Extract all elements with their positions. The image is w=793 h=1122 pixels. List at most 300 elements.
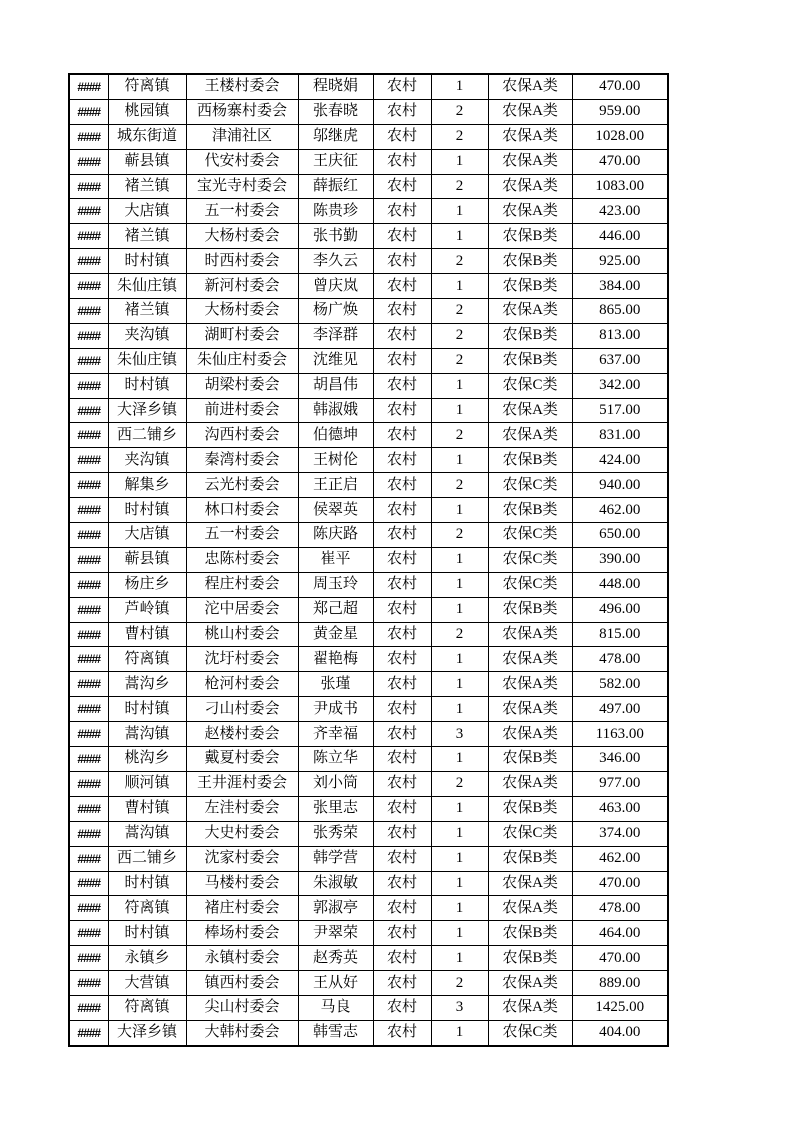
cell-category: 农保C类 — [488, 373, 572, 398]
cell-amount: 462.00 — [572, 846, 668, 871]
cell-amount: 1028.00 — [572, 124, 668, 149]
cell-village: 代安村委会 — [186, 149, 298, 174]
cell-count: 1 — [431, 373, 488, 398]
cell-name: 伯德坤 — [298, 423, 373, 448]
cell-town: 曹村镇 — [108, 622, 186, 647]
cell-category: 农保B类 — [488, 249, 572, 274]
cell-amount: 423.00 — [572, 199, 668, 224]
overflow-cell: #### — [69, 796, 108, 821]
cell-town: 夹沟镇 — [108, 448, 186, 473]
table-row — [69, 547, 668, 572]
overflow-cell: #### — [69, 99, 108, 124]
cell-category: 农保B类 — [488, 946, 572, 971]
cell-category: 农保A类 — [488, 398, 572, 423]
cell-amount: 470.00 — [572, 946, 668, 971]
cell-town: 大营镇 — [108, 971, 186, 996]
cell-name: 王庆征 — [298, 149, 373, 174]
cell-category: 农保B类 — [488, 448, 572, 473]
cell-count: 1 — [431, 846, 488, 871]
cell-count: 1 — [431, 821, 488, 846]
cell-amount: 478.00 — [572, 647, 668, 672]
cell-count: 1 — [431, 747, 488, 772]
cell-category: 农保A类 — [488, 771, 572, 796]
overflow-cell: #### — [69, 896, 108, 921]
overflow-cell: #### — [69, 995, 108, 1020]
cell-category: 农保C类 — [488, 572, 572, 597]
cell-type: 农村 — [373, 547, 431, 572]
overflow-cell: #### — [69, 946, 108, 971]
cell-name: 陈贵珍 — [298, 199, 373, 224]
cell-town: 褚兰镇 — [108, 174, 186, 199]
overflow-cell: #### — [69, 348, 108, 373]
cell-type: 农村 — [373, 697, 431, 722]
table-row — [69, 149, 668, 174]
cell-village: 戴夏村委会 — [186, 747, 298, 772]
cell-name: 周玉玲 — [298, 572, 373, 597]
overflow-cell: #### — [69, 149, 108, 174]
cell-town: 杨庄乡 — [108, 572, 186, 597]
cell-count: 2 — [431, 174, 488, 199]
cell-type: 农村 — [373, 995, 431, 1020]
cell-category: 农保A类 — [488, 149, 572, 174]
cell-category: 农保C类 — [488, 1020, 572, 1045]
table-row — [69, 921, 668, 946]
overflow-cell: #### — [69, 672, 108, 697]
cell-count: 2 — [431, 971, 488, 996]
cell-village: 大史村委会 — [186, 821, 298, 846]
cell-name: 黄金星 — [298, 622, 373, 647]
cell-town: 西二铺乡 — [108, 846, 186, 871]
cell-amount: 925.00 — [572, 249, 668, 274]
table-row — [69, 174, 668, 199]
cell-amount: 637.00 — [572, 348, 668, 373]
cell-count: 2 — [431, 124, 488, 149]
cell-town: 大泽乡镇 — [108, 398, 186, 423]
cell-amount: 813.00 — [572, 323, 668, 348]
table-row — [69, 846, 668, 871]
table-row — [69, 473, 668, 498]
cell-count: 1 — [431, 149, 488, 174]
table-row — [69, 274, 668, 299]
cell-name: 曾庆岚 — [298, 274, 373, 299]
cell-town: 时村镇 — [108, 921, 186, 946]
table-row — [69, 99, 668, 124]
cell-name: 薛振红 — [298, 174, 373, 199]
cell-type: 农村 — [373, 323, 431, 348]
cell-village: 胡梁村委会 — [186, 373, 298, 398]
cell-name: 王从好 — [298, 971, 373, 996]
table-row — [69, 622, 668, 647]
overflow-cell: #### — [69, 199, 108, 224]
cell-count: 1 — [431, 697, 488, 722]
cell-name: 赵秀英 — [298, 946, 373, 971]
table-row — [69, 821, 668, 846]
cell-type: 农村 — [373, 498, 431, 523]
cell-count: 1 — [431, 224, 488, 249]
table-row — [69, 299, 668, 324]
cell-village: 秦湾村委会 — [186, 448, 298, 473]
cell-village: 津浦社区 — [186, 124, 298, 149]
cell-village: 前进村委会 — [186, 398, 298, 423]
cell-village: 程庄村委会 — [186, 572, 298, 597]
cell-name: 尹成书 — [298, 697, 373, 722]
cell-category: 农保A类 — [488, 622, 572, 647]
cell-town: 大店镇 — [108, 523, 186, 548]
cell-town: 曹村镇 — [108, 796, 186, 821]
overflow-cell: #### — [69, 921, 108, 946]
cell-type: 农村 — [373, 971, 431, 996]
cell-amount: 1425.00 — [572, 995, 668, 1020]
overflow-cell: #### — [69, 622, 108, 647]
overflow-cell: #### — [69, 771, 108, 796]
cell-count: 1 — [431, 74, 488, 99]
cell-amount: 940.00 — [572, 473, 668, 498]
table-row — [69, 896, 668, 921]
cell-type: 农村 — [373, 149, 431, 174]
cell-type: 农村 — [373, 448, 431, 473]
table-row — [69, 597, 668, 622]
cell-count: 1 — [431, 896, 488, 921]
cell-town: 夹沟镇 — [108, 323, 186, 348]
cell-name: 张春晓 — [298, 99, 373, 124]
cell-town: 朱仙庄镇 — [108, 348, 186, 373]
cell-name: 沈维见 — [298, 348, 373, 373]
cell-village: 镇西村委会 — [186, 971, 298, 996]
cell-village: 王楼村委会 — [186, 74, 298, 99]
cell-village: 五一村委会 — [186, 199, 298, 224]
cell-amount: 384.00 — [572, 274, 668, 299]
cell-name: 马良 — [298, 995, 373, 1020]
cell-town: 桃沟乡 — [108, 747, 186, 772]
cell-amount: 831.00 — [572, 423, 668, 448]
cell-amount: 462.00 — [572, 498, 668, 523]
cell-town: 蕲县镇 — [108, 149, 186, 174]
records-table — [68, 73, 669, 1047]
table-row — [69, 796, 668, 821]
cell-name: 张瑾 — [298, 672, 373, 697]
cell-town: 城东街道 — [108, 124, 186, 149]
overflow-cell: #### — [69, 249, 108, 274]
overflow-cell: #### — [69, 747, 108, 772]
cell-count: 3 — [431, 995, 488, 1020]
table-row — [69, 747, 668, 772]
table-row — [69, 398, 668, 423]
cell-type: 农村 — [373, 622, 431, 647]
overflow-cell: #### — [69, 323, 108, 348]
overflow-cell: #### — [69, 547, 108, 572]
cell-town: 符离镇 — [108, 896, 186, 921]
cell-type: 农村 — [373, 896, 431, 921]
cell-type: 农村 — [373, 846, 431, 871]
cell-category: 农保A类 — [488, 971, 572, 996]
cell-name: 尹翠荣 — [298, 921, 373, 946]
cell-name: 陈庆路 — [298, 523, 373, 548]
table-row — [69, 249, 668, 274]
cell-type: 农村 — [373, 473, 431, 498]
overflow-cell: #### — [69, 722, 108, 747]
cell-category: 农保A类 — [488, 647, 572, 672]
table-row — [69, 224, 668, 249]
cell-village: 沈家村委会 — [186, 846, 298, 871]
cell-count: 1 — [431, 796, 488, 821]
cell-town: 解集乡 — [108, 473, 186, 498]
cell-town: 时村镇 — [108, 249, 186, 274]
table-row — [69, 498, 668, 523]
table-row — [69, 697, 668, 722]
cell-town: 西二铺乡 — [108, 423, 186, 448]
cell-category: 农保A类 — [488, 896, 572, 921]
cell-type: 农村 — [373, 771, 431, 796]
cell-count: 2 — [431, 771, 488, 796]
cell-category: 农保A类 — [488, 995, 572, 1020]
cell-type: 农村 — [373, 1020, 431, 1045]
cell-name: 朱淑敏 — [298, 871, 373, 896]
cell-village: 刁山村委会 — [186, 697, 298, 722]
cell-count: 1 — [431, 498, 488, 523]
cell-category: 农保B类 — [488, 274, 572, 299]
cell-type: 农村 — [373, 199, 431, 224]
cell-amount: 478.00 — [572, 896, 668, 921]
cell-village: 大杨村委会 — [186, 224, 298, 249]
table-row — [69, 672, 668, 697]
cell-count: 2 — [431, 423, 488, 448]
overflow-cell: #### — [69, 174, 108, 199]
cell-town: 褚兰镇 — [108, 299, 186, 324]
cell-type: 农村 — [373, 373, 431, 398]
cell-village: 时西村委会 — [186, 249, 298, 274]
cell-village: 赵楼村委会 — [186, 722, 298, 747]
cell-count: 2 — [431, 622, 488, 647]
cell-category: 农保A类 — [488, 299, 572, 324]
overflow-cell: #### — [69, 572, 108, 597]
overflow-cell: #### — [69, 498, 108, 523]
cell-amount: 496.00 — [572, 597, 668, 622]
cell-name: 崔平 — [298, 547, 373, 572]
cell-count: 3 — [431, 722, 488, 747]
cell-village: 棒场村委会 — [186, 921, 298, 946]
cell-count: 1 — [431, 199, 488, 224]
cell-village: 褚庄村委会 — [186, 896, 298, 921]
cell-category: 农保C类 — [488, 547, 572, 572]
cell-count: 2 — [431, 249, 488, 274]
cell-name: 韩雪志 — [298, 1020, 373, 1045]
cell-name: 李久云 — [298, 249, 373, 274]
cell-village: 沟西村委会 — [186, 423, 298, 448]
cell-amount: 815.00 — [572, 622, 668, 647]
overflow-cell: #### — [69, 373, 108, 398]
table-row — [69, 74, 668, 99]
cell-type: 农村 — [373, 946, 431, 971]
cell-amount: 390.00 — [572, 547, 668, 572]
cell-category: 农保A类 — [488, 423, 572, 448]
cell-town: 永镇乡 — [108, 946, 186, 971]
cell-type: 农村 — [373, 299, 431, 324]
cell-amount: 959.00 — [572, 99, 668, 124]
overflow-cell: #### — [69, 423, 108, 448]
overflow-cell: #### — [69, 647, 108, 672]
cell-category: 农保B类 — [488, 224, 572, 249]
cell-name: 齐幸福 — [298, 722, 373, 747]
cell-village: 尖山村委会 — [186, 995, 298, 1020]
cell-town: 芦岭镇 — [108, 597, 186, 622]
cell-type: 农村 — [373, 348, 431, 373]
cell-name: 翟艳梅 — [298, 647, 373, 672]
cell-type: 农村 — [373, 398, 431, 423]
cell-type: 农村 — [373, 747, 431, 772]
table-row — [69, 323, 668, 348]
cell-village: 忠陈村委会 — [186, 547, 298, 572]
cell-name: 韩淑娥 — [298, 398, 373, 423]
cell-village: 云光村委会 — [186, 473, 298, 498]
cell-category: 农保B类 — [488, 747, 572, 772]
cell-category: 农保B类 — [488, 348, 572, 373]
cell-category: 农保A类 — [488, 174, 572, 199]
cell-village: 大韩村委会 — [186, 1020, 298, 1045]
cell-category: 农保A类 — [488, 871, 572, 896]
overflow-cell: #### — [69, 597, 108, 622]
cell-count: 2 — [431, 323, 488, 348]
cell-category: 农保C类 — [488, 821, 572, 846]
table-row — [69, 373, 668, 398]
cell-village: 左洼村委会 — [186, 796, 298, 821]
cell-amount: 464.00 — [572, 921, 668, 946]
cell-town: 符离镇 — [108, 995, 186, 1020]
cell-name: 郭淑亭 — [298, 896, 373, 921]
cell-type: 农村 — [373, 572, 431, 597]
cell-category: 农保A类 — [488, 199, 572, 224]
table-row — [69, 995, 668, 1020]
table-row — [69, 647, 668, 672]
cell-village: 大杨村委会 — [186, 299, 298, 324]
cell-town: 褚兰镇 — [108, 224, 186, 249]
table-row — [69, 572, 668, 597]
cell-count: 2 — [431, 523, 488, 548]
cell-village: 沱中居委会 — [186, 597, 298, 622]
cell-type: 农村 — [373, 423, 431, 448]
cell-amount: 497.00 — [572, 697, 668, 722]
cell-village: 桃山村委会 — [186, 622, 298, 647]
cell-count: 2 — [431, 473, 488, 498]
cell-count: 1 — [431, 274, 488, 299]
cell-type: 农村 — [373, 796, 431, 821]
table-row — [69, 971, 668, 996]
table-row — [69, 871, 668, 896]
cell-category: 农保B类 — [488, 846, 572, 871]
overflow-cell: #### — [69, 224, 108, 249]
cell-village: 新河村委会 — [186, 274, 298, 299]
table-row — [69, 523, 668, 548]
cell-village: 枪河村委会 — [186, 672, 298, 697]
cell-name: 郑己超 — [298, 597, 373, 622]
cell-town: 蕲县镇 — [108, 547, 186, 572]
cell-count: 1 — [431, 921, 488, 946]
overflow-cell: #### — [69, 74, 108, 99]
cell-type: 农村 — [373, 224, 431, 249]
cell-town: 大泽乡镇 — [108, 1020, 186, 1045]
table-row — [69, 771, 668, 796]
cell-count: 1 — [431, 572, 488, 597]
cell-count: 1 — [431, 647, 488, 672]
cell-category: 农保C类 — [488, 523, 572, 548]
cell-category: 农保A类 — [488, 74, 572, 99]
cell-village: 西杨寨村委会 — [186, 99, 298, 124]
cell-type: 农村 — [373, 174, 431, 199]
cell-village: 王井涯村委会 — [186, 771, 298, 796]
cell-amount: 342.00 — [572, 373, 668, 398]
cell-name: 陈立华 — [298, 747, 373, 772]
cell-type: 农村 — [373, 99, 431, 124]
cell-town: 时村镇 — [108, 871, 186, 896]
cell-town: 桃园镇 — [108, 99, 186, 124]
cell-count: 1 — [431, 597, 488, 622]
cell-count: 1 — [431, 398, 488, 423]
cell-amount: 517.00 — [572, 398, 668, 423]
cell-count: 2 — [431, 299, 488, 324]
cell-name: 李泽群 — [298, 323, 373, 348]
table-row — [69, 946, 668, 971]
cell-amount: 470.00 — [572, 149, 668, 174]
cell-type: 农村 — [373, 274, 431, 299]
cell-count: 1 — [431, 547, 488, 572]
cell-name: 杨广焕 — [298, 299, 373, 324]
cell-name: 王树伦 — [298, 448, 373, 473]
cell-name: 邬继虎 — [298, 124, 373, 149]
cell-amount: 1083.00 — [572, 174, 668, 199]
cell-amount: 1163.00 — [572, 722, 668, 747]
overflow-cell: #### — [69, 821, 108, 846]
cell-category: 农保B类 — [488, 498, 572, 523]
cell-category: 农保A类 — [488, 722, 572, 747]
cell-amount: 446.00 — [572, 224, 668, 249]
table-row — [69, 722, 668, 747]
cell-category: 农保A类 — [488, 697, 572, 722]
cell-name: 张书勤 — [298, 224, 373, 249]
cell-name: 胡昌伟 — [298, 373, 373, 398]
cell-amount: 470.00 — [572, 74, 668, 99]
cell-count: 1 — [431, 871, 488, 896]
cell-amount: 463.00 — [572, 796, 668, 821]
cell-count: 2 — [431, 99, 488, 124]
cell-village: 湖町村委会 — [186, 323, 298, 348]
cell-amount: 374.00 — [572, 821, 668, 846]
overflow-cell: #### — [69, 1020, 108, 1045]
table-row — [69, 423, 668, 448]
cell-village: 永镇村委会 — [186, 946, 298, 971]
cell-town: 蒿沟乡 — [108, 672, 186, 697]
table-row — [69, 124, 668, 149]
cell-town: 蒿沟镇 — [108, 821, 186, 846]
overflow-cell: #### — [69, 971, 108, 996]
cell-type: 农村 — [373, 597, 431, 622]
cell-amount: 977.00 — [572, 771, 668, 796]
cell-type: 农村 — [373, 672, 431, 697]
cell-name: 王正启 — [298, 473, 373, 498]
cell-count: 2 — [431, 348, 488, 373]
cell-village: 宝光寺村委会 — [186, 174, 298, 199]
cell-category: 农保A类 — [488, 99, 572, 124]
cell-town: 符离镇 — [108, 74, 186, 99]
overflow-cell: #### — [69, 697, 108, 722]
overflow-cell: #### — [69, 398, 108, 423]
cell-town: 时村镇 — [108, 697, 186, 722]
overflow-cell: #### — [69, 299, 108, 324]
cell-amount: 865.00 — [572, 299, 668, 324]
cell-town: 时村镇 — [108, 373, 186, 398]
overflow-cell: #### — [69, 124, 108, 149]
cell-type: 农村 — [373, 871, 431, 896]
table-row — [69, 199, 668, 224]
cell-type: 农村 — [373, 722, 431, 747]
